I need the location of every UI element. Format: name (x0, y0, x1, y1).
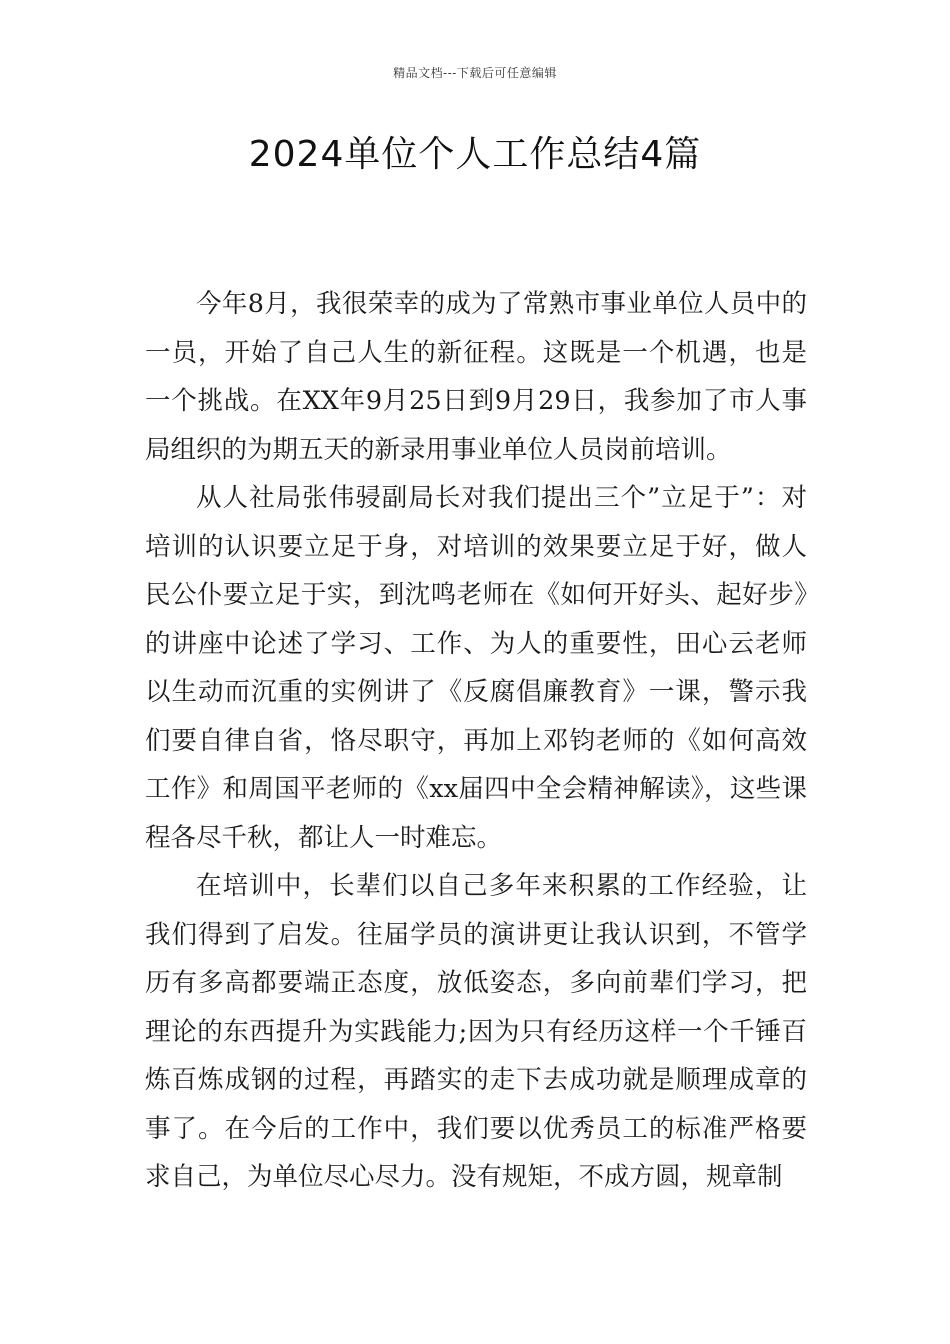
paragraph: 从人社局张伟骎副局长对我们提出三个”立足于”：对培训的认识要立足于身，对培训的效果要立足于好，做人民公仆要立足于实，到沈鸣老师在《如何开好头、起好步》的讲座中论述了学习、工作、为人的重要性，田心云老师以生动而沉重的实例讲了《反腐倡廉教育》一课，警示我们要自律自省，恪尽职守，再加上邓钧老师的《如何高效工作》和周国平老师的《xx届四中全会精神解读》，这些课程各尽千秋，都让人一时难忘。 (145, 483, 807, 853)
document-title: 2024单位个人工作总结4篇 (248, 134, 702, 175)
document-body (145, 280, 807, 1202)
paragraph: 今年8月，我很荣幸的成为了常熟市事业单位人员中的一员，开始了自己人生的新征程。这既是一个机遇，也是一个挑战。在XX年9月25日到9月29日，我参加了市人事局组织的为期五天的新录用事业单位人员岗前培训。 (145, 289, 807, 465)
header-note: 精品文档---下载后可任意编辑 (393, 66, 557, 80)
paragraph: 在培训中，长辈们以自己多年来积累的工作经验，让我们得到了启发。往届学员的演讲更让我认识到，不管学历有多高都要端正态度，放低姿态，多向前辈们学习，把理论的东西提升为实践能力;因为只有经历这样一个千锤百炼百炼成钢的过程，再踏实的走下去成功就是顺理成章的事了。在今后的工作中，我们要以优秀员工的标准严格要求自己，为单位尽心尽力。没有规矩，不成方圆，规章制 (145, 871, 807, 1192)
